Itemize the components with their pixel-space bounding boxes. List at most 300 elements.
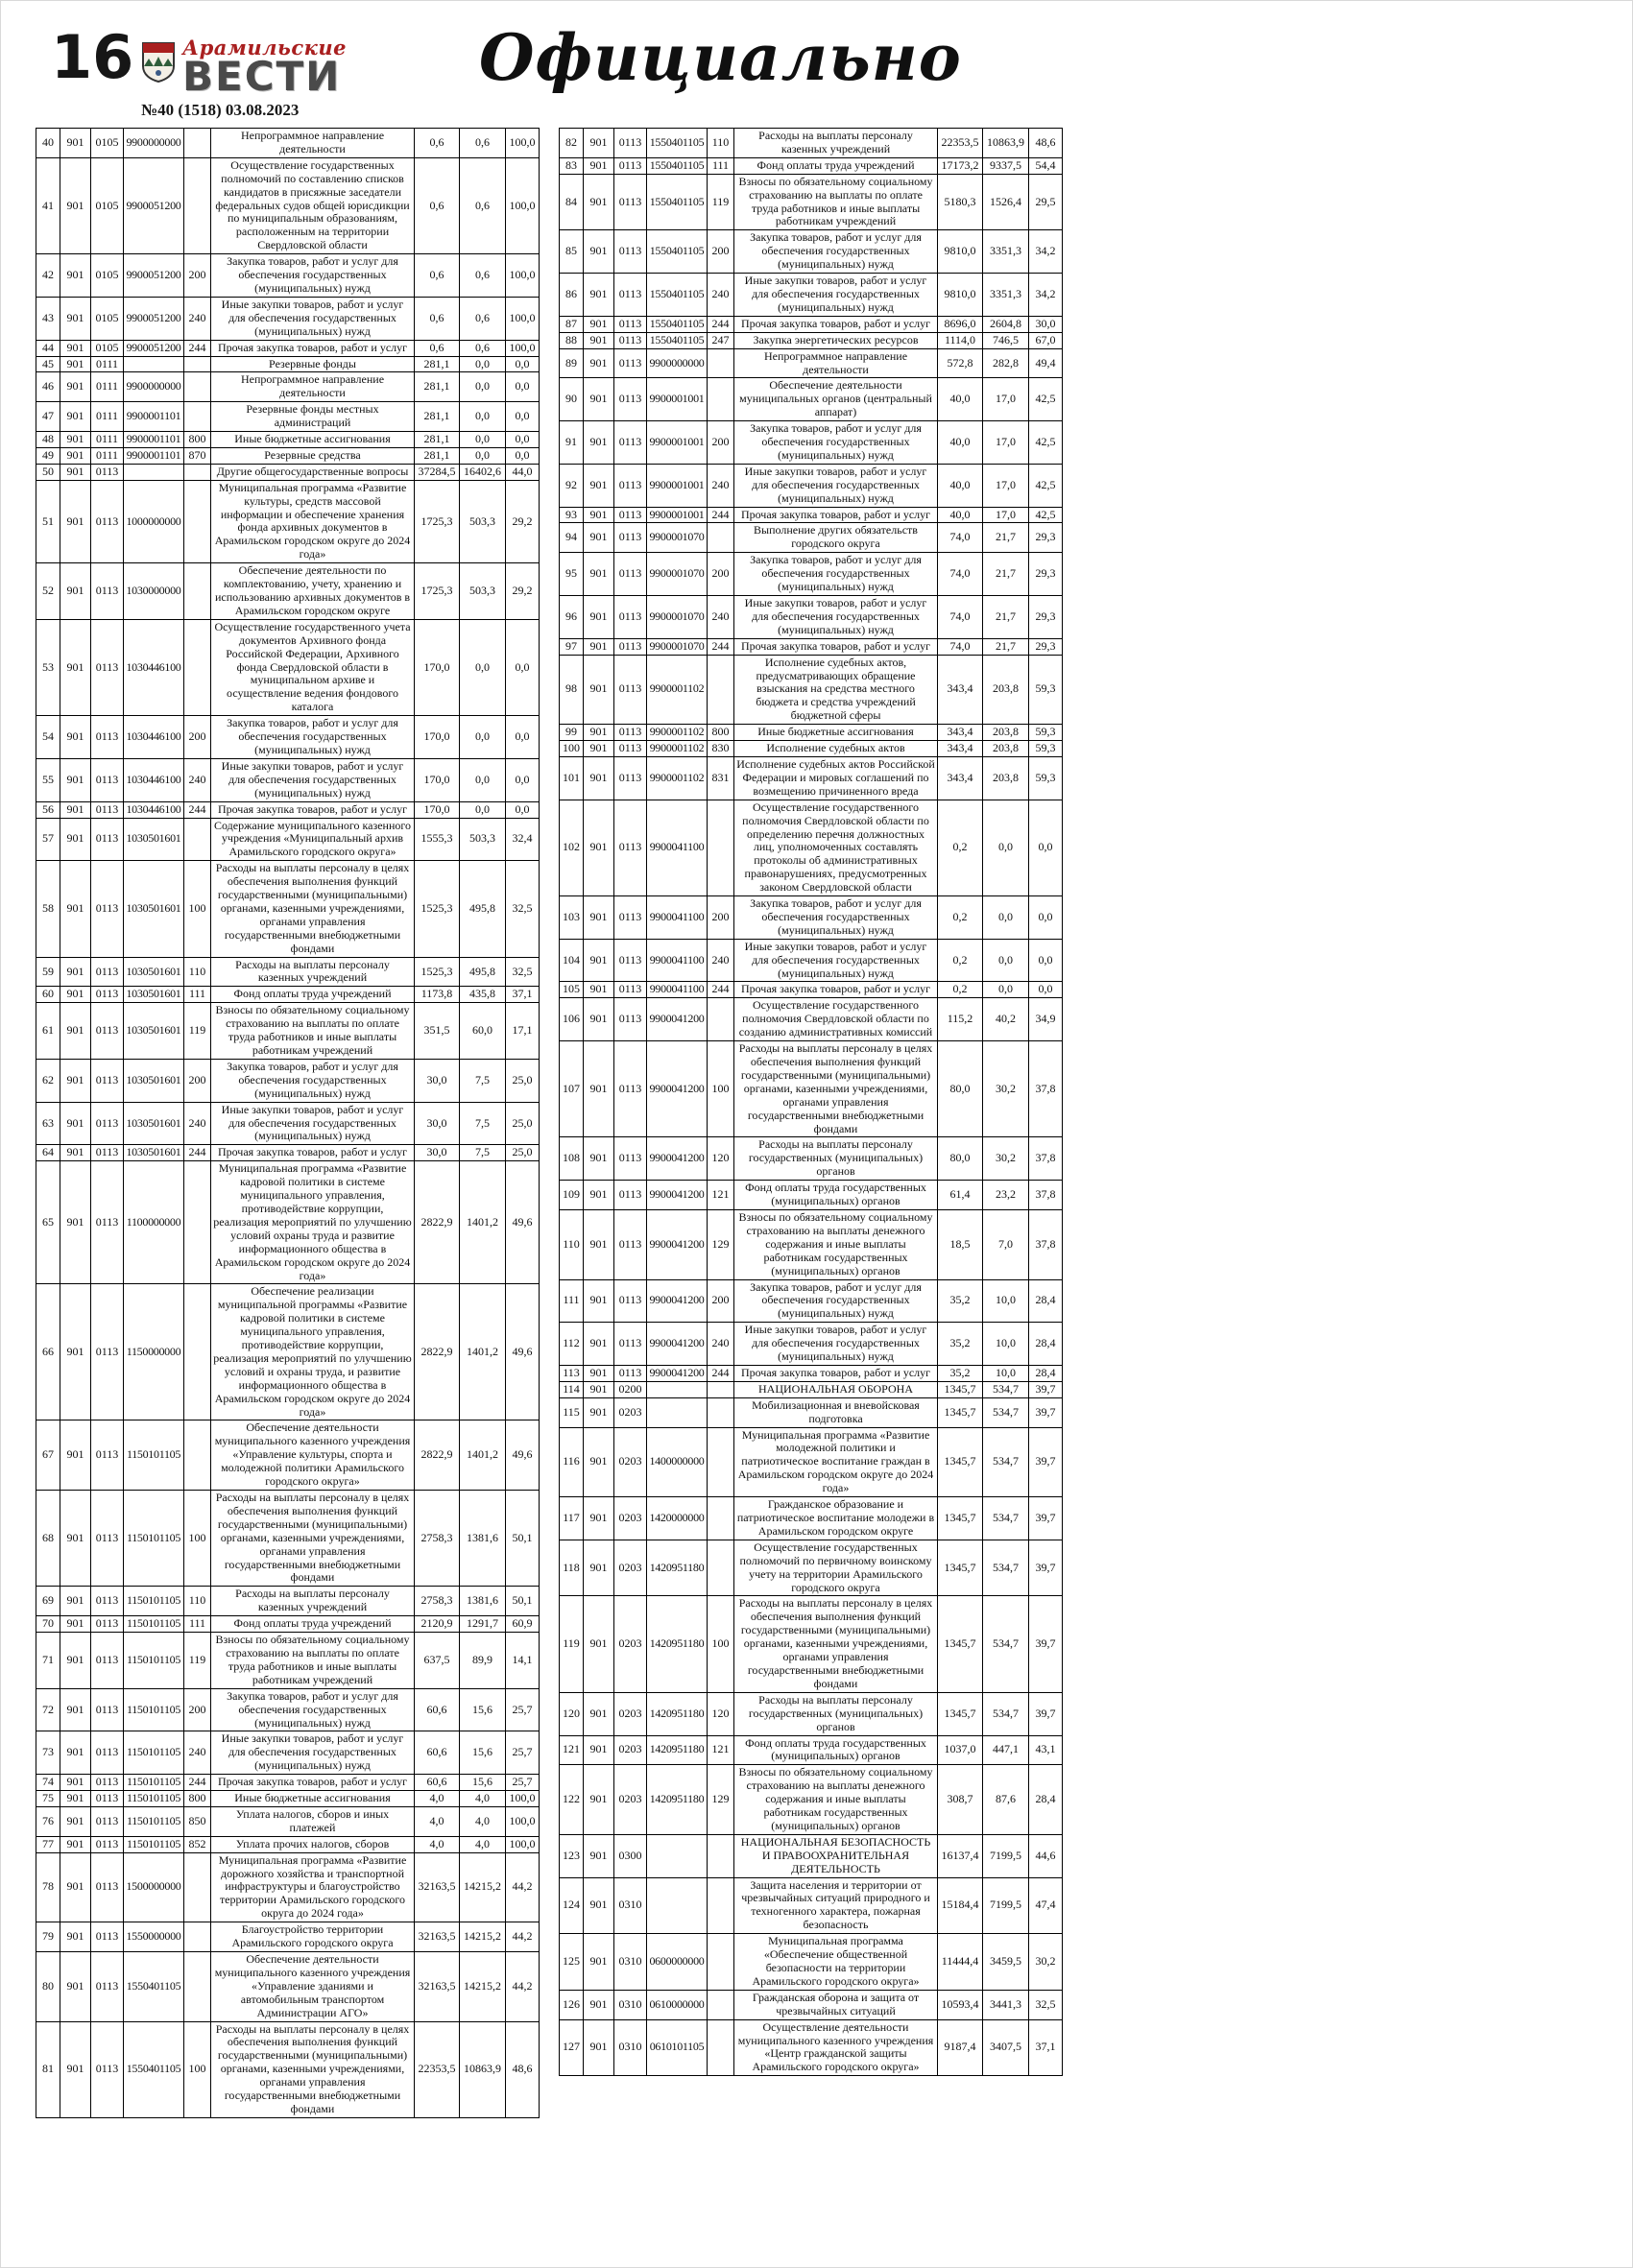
section-code-cell: 0113	[614, 523, 647, 553]
plan-value-cell: 343,4	[938, 655, 983, 725]
table-row	[560, 230, 1063, 274]
row-number-cell: 123	[560, 1834, 584, 1877]
expense-type-code-cell: 200	[708, 421, 734, 465]
table-row	[36, 1836, 540, 1852]
target-article-code-cell: 9900000000	[647, 348, 708, 378]
target-article-code-cell: 9900051200	[124, 297, 184, 340]
grbs-code-cell: 901	[60, 480, 91, 562]
section-code-cell: 0113	[91, 1791, 124, 1807]
plan-value-cell: 281,1	[415, 356, 460, 372]
grbs-code-cell: 901	[584, 1427, 614, 1497]
section-code-cell: 0113	[91, 818, 124, 861]
table-row	[560, 1365, 1063, 1381]
section-code-cell: 0113	[91, 1003, 124, 1060]
percent-value-cell: 50,1	[506, 1587, 540, 1616]
section-code-cell: 0113	[614, 174, 647, 230]
target-article-code-cell: 1030446100	[124, 758, 184, 801]
item-name-cell: Непрограммное направление деятельности	[734, 348, 938, 378]
grbs-code-cell: 901	[60, 1688, 91, 1731]
target-article-code-cell: 1420951180	[647, 1765, 708, 1835]
grbs-code-cell: 901	[60, 1922, 91, 1952]
percent-value-cell: 29,5	[1029, 174, 1063, 230]
executed-value-cell: 1291,7	[460, 1616, 506, 1633]
expense-type-code-cell: 244	[184, 801, 211, 818]
grbs-code-cell: 901	[584, 1323, 614, 1366]
percent-value-cell: 39,7	[1029, 1540, 1063, 1596]
expense-type-code-cell	[708, 378, 734, 421]
expense-type-code-cell	[708, 523, 734, 553]
expense-type-code-cell: 110	[708, 129, 734, 158]
percent-value-cell: 0,0	[506, 356, 540, 372]
percent-value-cell: 54,4	[1029, 157, 1063, 174]
item-name-cell: Закупка товаров, работ и услуг для обеспечения государственных (муниципальных) нужд	[211, 1688, 415, 1731]
grbs-code-cell: 901	[60, 157, 91, 253]
row-number-cell: 45	[36, 356, 60, 372]
plan-value-cell: 40,0	[938, 378, 983, 421]
item-name-cell: Содержание муниципального казенного учреждения «Муниципальный архив Арамильского городского округа»	[211, 818, 415, 861]
executed-value-cell: 0,0	[460, 619, 506, 715]
expense-type-code-cell: 200	[708, 553, 734, 596]
row-number-cell: 75	[36, 1791, 60, 1807]
target-article-code-cell: 9900001070	[647, 523, 708, 553]
expense-type-code-cell: 100	[184, 1491, 211, 1587]
table-row	[36, 340, 540, 356]
target-article-code-cell: 9900041200	[647, 998, 708, 1041]
percent-value-cell: 44,0	[506, 464, 540, 480]
item-name-cell: Осуществление деятельности муниципального казенного учреждения «Центр гражданской защиты Арамильского городского округа»	[734, 2019, 938, 2076]
item-name-cell: Выполнение других обязательств городского округа	[734, 523, 938, 553]
table-row	[36, 1791, 540, 1807]
grbs-code-cell: 901	[584, 998, 614, 1041]
plan-value-cell: 9810,0	[938, 230, 983, 274]
plan-value-cell: 30,0	[415, 1059, 460, 1102]
expense-type-code-cell	[708, 1427, 734, 1497]
target-article-code-cell: 9900001001	[647, 421, 708, 465]
executed-value-cell: 0,6	[460, 254, 506, 298]
item-name-cell: Фонд оплаты труда государственных (муниципальных) органов	[734, 1181, 938, 1210]
grbs-code-cell: 901	[60, 1791, 91, 1807]
row-number-cell: 126	[560, 1990, 584, 2019]
plan-value-cell: 2822,9	[415, 1420, 460, 1491]
table-row	[560, 1877, 1063, 1934]
section-code-cell: 0113	[614, 553, 647, 596]
table-row	[36, 861, 540, 957]
item-name-cell: Закупка товаров, работ и услуг для обеспечения государственных (муниципальных) нужд	[211, 254, 415, 298]
section-code-cell: 0113	[614, 596, 647, 639]
executed-value-cell: 0,0	[460, 447, 506, 464]
plan-value-cell: 170,0	[415, 619, 460, 715]
table-row	[560, 1137, 1063, 1181]
section-code-cell: 0203	[614, 1735, 647, 1765]
percent-value-cell: 29,3	[1029, 596, 1063, 639]
grbs-code-cell: 901	[584, 1934, 614, 1991]
percent-value-cell: 42,5	[1029, 421, 1063, 465]
executed-value-cell: 7,0	[983, 1209, 1029, 1279]
section-code-cell: 0113	[91, 1059, 124, 1102]
section-code-cell: 0113	[91, 1775, 124, 1791]
row-number-cell: 74	[36, 1775, 60, 1791]
plan-value-cell: 22353,5	[938, 129, 983, 158]
item-name-cell: Другие общегосударственные вопросы	[211, 464, 415, 480]
plan-value-cell: 80,0	[938, 1137, 983, 1181]
table-row	[36, 480, 540, 562]
section-code-cell: 0113	[91, 1806, 124, 1836]
target-article-code-cell: 1030446100	[124, 716, 184, 759]
grbs-code-cell: 901	[60, 2021, 91, 2117]
section-code-cell: 0310	[614, 1990, 647, 2019]
grbs-code-cell: 901	[60, 1633, 91, 1689]
section-code-cell: 0113	[614, 464, 647, 507]
plan-value-cell: 80,0	[938, 1041, 983, 1137]
section-code-cell: 0203	[614, 1765, 647, 1835]
table-row	[36, 1952, 540, 2022]
grbs-code-cell: 901	[60, 372, 91, 402]
plan-value-cell: 0,2	[938, 896, 983, 940]
row-number-cell: 101	[560, 756, 584, 800]
plan-value-cell: 60,6	[415, 1731, 460, 1775]
executed-value-cell: 534,7	[983, 1427, 1029, 1497]
item-name-cell: Прочая закупка товаров, работ и услуг	[734, 638, 938, 655]
table-row	[36, 1633, 540, 1689]
item-name-cell: Фонд оплаты труда государственных (муниципальных) органов	[734, 1735, 938, 1765]
executed-value-cell: 0,0	[460, 356, 506, 372]
executed-value-cell: 1526,4	[983, 174, 1029, 230]
section-code-cell: 0113	[91, 1587, 124, 1616]
row-number-cell: 63	[36, 1102, 60, 1145]
table-row	[560, 1596, 1063, 1692]
percent-value-cell: 39,7	[1029, 1596, 1063, 1692]
expense-type-code-cell	[184, 157, 211, 253]
target-article-code-cell: 9900041200	[647, 1041, 708, 1137]
masthead	[141, 36, 347, 100]
executed-value-cell: 203,8	[983, 655, 1029, 725]
percent-value-cell: 48,6	[1029, 129, 1063, 158]
item-name-cell: Осуществление государственного учета документов Архивного фонда Российской Федерации, Архивного фонда Свердловской области в муниципальном архиве и осуществление ведения фондового каталога	[211, 619, 415, 715]
expense-type-code-cell	[708, 1381, 734, 1397]
item-name-cell: Непрограммное направление деятельности	[211, 372, 415, 402]
row-number-cell: 116	[560, 1427, 584, 1497]
grbs-code-cell: 901	[60, 716, 91, 759]
grbs-code-cell: 901	[60, 801, 91, 818]
plan-value-cell: 0,6	[415, 340, 460, 356]
percent-value-cell: 39,7	[1029, 1427, 1063, 1497]
grbs-code-cell: 901	[60, 1003, 91, 1060]
target-article-code-cell: 1030501601	[124, 1059, 184, 1102]
percent-value-cell: 0,0	[1029, 939, 1063, 982]
percent-value-cell: 39,7	[1029, 1381, 1063, 1397]
grbs-code-cell: 901	[584, 1137, 614, 1181]
plan-value-cell: 10593,4	[938, 1990, 983, 2019]
percent-value-cell: 34,2	[1029, 230, 1063, 274]
grbs-code-cell: 901	[584, 1497, 614, 1540]
target-article-code-cell: 1150101105	[124, 1731, 184, 1775]
grbs-code-cell: 901	[60, 356, 91, 372]
executed-value-cell: 21,7	[983, 596, 1029, 639]
executed-value-cell: 495,8	[460, 957, 506, 987]
plan-value-cell: 170,0	[415, 758, 460, 801]
item-name-cell: Закупка товаров, работ и услуг для обеспечения государственных (муниципальных) нужд	[211, 716, 415, 759]
page-header	[1, 1, 1632, 126]
grbs-code-cell: 901	[584, 1735, 614, 1765]
grbs-code-cell: 901	[584, 316, 614, 332]
grbs-code-cell: 901	[60, 1059, 91, 1102]
item-name-cell: Обеспечение деятельности муниципального казенного учреждения «Управление культуры, спорта и молодежной политики Арамильского городского округа»	[211, 1420, 415, 1491]
percent-value-cell: 28,4	[1029, 1323, 1063, 1366]
executed-value-cell: 9337,5	[983, 157, 1029, 174]
item-name-cell: Взносы по обязательному социальному страхованию на выплаты по оплате труда работников и иные выплаты работникам учреждений	[211, 1003, 415, 1060]
expense-type-code-cell: 244	[184, 340, 211, 356]
percent-value-cell: 39,7	[1029, 1497, 1063, 1540]
target-article-code-cell: 1150101105	[124, 1491, 184, 1587]
executed-value-cell: 89,9	[460, 1633, 506, 1689]
table-row	[560, 274, 1063, 317]
section-code-cell: 0113	[614, 896, 647, 940]
plan-value-cell: 343,4	[938, 725, 983, 741]
row-number-cell: 84	[560, 174, 584, 230]
plan-value-cell: 351,5	[415, 1003, 460, 1060]
executed-value-cell: 14215,2	[460, 1952, 506, 2022]
grbs-code-cell: 901	[584, 896, 614, 940]
target-article-code-cell: 1030000000	[124, 563, 184, 620]
item-name-cell: Закупка товаров, работ и услуг для обеспечения государственных (муниципальных) нужд	[734, 230, 938, 274]
table-row	[36, 1616, 540, 1633]
executed-value-cell: 1401,2	[460, 1420, 506, 1491]
table-row	[560, 725, 1063, 741]
percent-value-cell: 100,0	[506, 254, 540, 298]
table-row	[36, 801, 540, 818]
expense-type-code-cell: 110	[184, 957, 211, 987]
target-article-code-cell	[124, 464, 184, 480]
target-article-code-cell: 9900041200	[647, 1181, 708, 1210]
table-row	[560, 157, 1063, 174]
executed-value-cell: 0,0	[460, 758, 506, 801]
executed-value-cell: 7,5	[460, 1145, 506, 1161]
percent-value-cell: 47,4	[1029, 1877, 1063, 1934]
item-name-cell: Муниципальная программа «Развитие молодежной политики и патриотическое воспитание граждан в Арамильском городском округе до 2024 года»	[734, 1427, 938, 1497]
section-code-cell: 0113	[614, 800, 647, 895]
executed-value-cell: 3351,3	[983, 230, 1029, 274]
grbs-code-cell: 901	[584, 741, 614, 757]
row-number-cell: 111	[560, 1279, 584, 1323]
target-article-code-cell: 9900001101	[124, 447, 184, 464]
grbs-code-cell: 901	[584, 1765, 614, 1835]
table-row	[36, 1161, 540, 1284]
target-article-code-cell: 1150101105	[124, 1420, 184, 1491]
section-code-cell: 0113	[91, 1731, 124, 1775]
plan-value-cell: 1114,0	[938, 332, 983, 348]
grbs-code-cell: 901	[584, 1540, 614, 1596]
plan-value-cell: 30,0	[415, 1145, 460, 1161]
table-row	[560, 174, 1063, 230]
row-number-cell: 122	[560, 1765, 584, 1835]
plan-value-cell: 572,8	[938, 348, 983, 378]
item-name-cell: Иные закупки товаров, работ и услуг для обеспечения государственных (муниципальных) нужд	[734, 464, 938, 507]
target-article-code-cell: 1150101105	[124, 1633, 184, 1689]
row-number-cell: 94	[560, 523, 584, 553]
section-code-cell: 0203	[614, 1427, 647, 1497]
percent-value-cell: 67,0	[1029, 332, 1063, 348]
target-article-code-cell	[124, 356, 184, 372]
target-article-code-cell: 9900001070	[647, 638, 708, 655]
table-row	[36, 1145, 540, 1161]
table-row	[560, 348, 1063, 378]
executed-value-cell: 0,6	[460, 340, 506, 356]
executed-value-cell: 87,6	[983, 1765, 1029, 1835]
row-number-cell: 81	[36, 2021, 60, 2117]
percent-value-cell: 0,0	[506, 402, 540, 432]
expense-type-code-cell: 121	[708, 1181, 734, 1210]
expense-type-code-cell: 200	[708, 896, 734, 940]
percent-value-cell: 49,6	[506, 1284, 540, 1420]
plan-value-cell: 170,0	[415, 801, 460, 818]
row-number-cell: 82	[560, 129, 584, 158]
item-name-cell: Осуществление государственного полномочия Свердловской области по созданию административных комиссий	[734, 998, 938, 1041]
percent-value-cell: 37,1	[506, 987, 540, 1003]
section-code-cell: 0113	[614, 378, 647, 421]
expense-type-code-cell: 800	[708, 725, 734, 741]
percent-value-cell: 59,3	[1029, 655, 1063, 725]
item-name-cell: Исполнение судебных актов, предусматривающих обращение взыскания на средства местного бюджета и средства учреждений бюджетной сферы	[734, 655, 938, 725]
item-name-cell: Мобилизационная и вневойсковая подготовка	[734, 1397, 938, 1427]
plan-value-cell: 4,0	[415, 1791, 460, 1807]
executed-value-cell: 0,6	[460, 297, 506, 340]
executed-value-cell: 0,0	[983, 896, 1029, 940]
item-name-cell: Прочая закупка товаров, работ и услуг	[734, 982, 938, 998]
expense-type-code-cell: 200	[184, 1688, 211, 1731]
grbs-code-cell: 901	[60, 1952, 91, 2022]
section-code-cell: 0113	[614, 638, 647, 655]
target-article-code-cell: 9900001102	[647, 741, 708, 757]
plan-value-cell: 1037,0	[938, 1735, 983, 1765]
section-code-cell: 0310	[614, 1934, 647, 1991]
plan-value-cell: 1345,7	[938, 1540, 983, 1596]
table-row	[560, 939, 1063, 982]
percent-value-cell: 43,1	[1029, 1735, 1063, 1765]
expense-type-code-cell	[708, 1834, 734, 1877]
item-name-cell: Прочая закупка товаров, работ и услуг	[734, 507, 938, 523]
row-number-cell: 103	[560, 896, 584, 940]
item-name-cell: Закупка товаров, работ и услуг для обеспечения государственных (муниципальных) нужд	[734, 421, 938, 465]
row-number-cell: 59	[36, 957, 60, 987]
grbs-code-cell: 901	[60, 1145, 91, 1161]
expense-type-code-cell	[708, 2019, 734, 2076]
target-article-code-cell: 9900001001	[647, 378, 708, 421]
target-article-code-cell: 1550401105	[647, 230, 708, 274]
item-name-cell: Осуществление государственных полномочий по первичному воинскому учету на территории Арамильского городского округа	[734, 1540, 938, 1596]
table-row	[560, 1540, 1063, 1596]
expense-type-code-cell: 240	[184, 297, 211, 340]
plan-value-cell: 1345,7	[938, 1427, 983, 1497]
section-code-cell: 0113	[614, 1279, 647, 1323]
executed-value-cell: 30,2	[983, 1041, 1029, 1137]
grbs-code-cell: 901	[60, 1102, 91, 1145]
executed-value-cell: 0,0	[983, 982, 1029, 998]
grbs-code-cell: 901	[60, 987, 91, 1003]
executed-value-cell: 203,8	[983, 725, 1029, 741]
plan-value-cell: 281,1	[415, 402, 460, 432]
row-number-cell: 119	[560, 1596, 584, 1692]
target-article-code-cell: 9900001001	[647, 507, 708, 523]
grbs-code-cell: 901	[584, 378, 614, 421]
row-number-cell: 79	[36, 1922, 60, 1952]
row-number-cell: 46	[36, 372, 60, 402]
target-article-code-cell: 1550401105	[647, 274, 708, 317]
executed-value-cell: 23,2	[983, 1181, 1029, 1210]
expense-type-code-cell: 100	[184, 2021, 211, 2117]
table-row	[560, 464, 1063, 507]
percent-value-cell: 37,8	[1029, 1137, 1063, 1181]
grbs-code-cell: 901	[584, 230, 614, 274]
table-row	[560, 638, 1063, 655]
grbs-code-cell: 901	[60, 861, 91, 957]
target-article-code-cell: 1420000000	[647, 1497, 708, 1540]
executed-value-cell: 40,2	[983, 998, 1029, 1041]
section-code-cell: 0113	[91, 1633, 124, 1689]
plan-value-cell: 40,0	[938, 464, 983, 507]
plan-value-cell: 1525,3	[415, 957, 460, 987]
percent-value-cell: 34,9	[1029, 998, 1063, 1041]
section-code-cell: 0203	[614, 1497, 647, 1540]
section-code-cell: 0113	[91, 619, 124, 715]
table-row	[36, 818, 540, 861]
table-row	[560, 129, 1063, 158]
target-article-code-cell: 9900000000	[124, 129, 184, 158]
table-row	[560, 982, 1063, 998]
item-name-cell: Взносы по обязательному социальному страхованию на выплаты по оплате труда работников и иные выплаты работникам учреждений	[211, 1633, 415, 1689]
section-code-cell: 0113	[614, 982, 647, 998]
budget-table-left	[36, 128, 540, 2118]
section-code-cell: 0113	[614, 1365, 647, 1381]
table-row	[560, 523, 1063, 553]
item-name-cell: Прочая закупка товаров, работ и услуг	[211, 340, 415, 356]
target-article-code-cell: 1030501601	[124, 1145, 184, 1161]
row-number-cell: 51	[36, 480, 60, 562]
executed-value-cell: 0,0	[983, 800, 1029, 895]
percent-value-cell: 44,2	[506, 1922, 540, 1952]
item-name-cell: Иные закупки товаров, работ и услуг для обеспечения государственных (муниципальных) нужд	[734, 274, 938, 317]
percent-value-cell: 25,0	[506, 1145, 540, 1161]
expense-type-code-cell: 244	[708, 316, 734, 332]
percent-value-cell: 0,0	[506, 758, 540, 801]
row-number-cell: 89	[560, 348, 584, 378]
plan-value-cell: 308,7	[938, 1765, 983, 1835]
executed-value-cell: 0,0	[983, 939, 1029, 982]
table-row	[560, 553, 1063, 596]
table-row	[36, 1852, 540, 1922]
row-number-cell: 78	[36, 1852, 60, 1922]
grbs-code-cell: 901	[584, 1877, 614, 1934]
section-code-cell: 0113	[614, 655, 647, 725]
percent-value-cell: 42,5	[1029, 464, 1063, 507]
item-name-cell: Расходы на выплаты персоналу государственных (муниципальных) органов	[734, 1692, 938, 1735]
section-code-cell: 0113	[91, 987, 124, 1003]
item-name-cell: Расходы на выплаты персоналу в целях обеспечения выполнения функций государственными (муниципальными) органами, казенными учреждениями, органами управления государственными внебюджетными фондами	[211, 1491, 415, 1587]
row-number-cell: 71	[36, 1633, 60, 1689]
plan-value-cell: 40,0	[938, 507, 983, 523]
expense-type-code-cell	[184, 1922, 211, 1952]
executed-value-cell: 0,6	[460, 157, 506, 253]
expense-type-code-cell: 244	[184, 1775, 211, 1791]
item-name-cell: Муниципальная программа «Обеспечение общественной безопасности на территории Арамильского городского округа»	[734, 1934, 938, 1991]
executed-value-cell: 17,0	[983, 464, 1029, 507]
grbs-code-cell: 901	[584, 174, 614, 230]
table-row	[560, 1397, 1063, 1427]
target-article-code-cell: 1550401105	[647, 157, 708, 174]
plan-value-cell: 32163,5	[415, 1922, 460, 1952]
grbs-code-cell: 901	[584, 1834, 614, 1877]
expense-type-code-cell: 240	[184, 1102, 211, 1145]
expense-type-code-cell	[184, 1952, 211, 2022]
